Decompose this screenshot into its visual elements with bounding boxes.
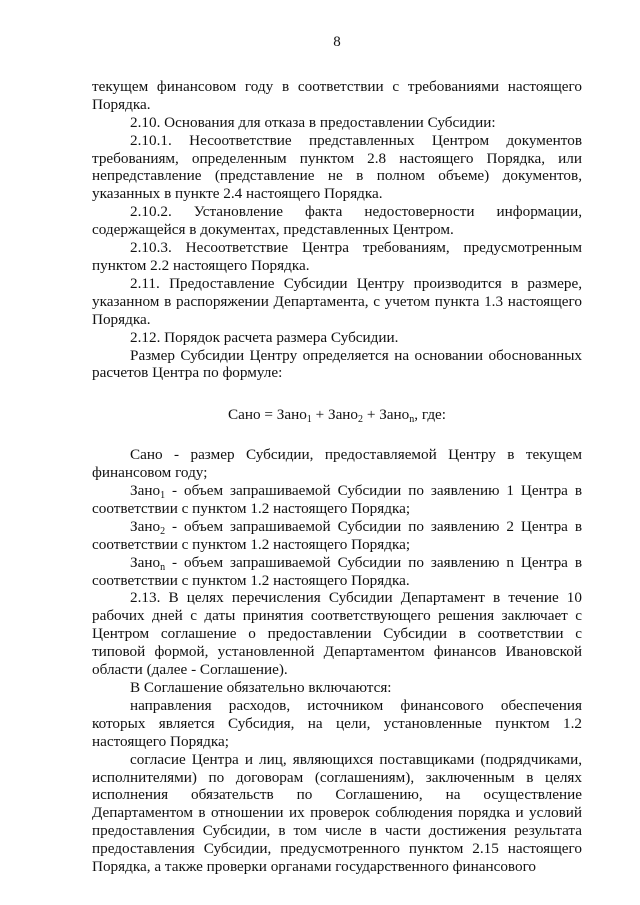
formula-tail: , где: <box>414 406 447 424</box>
definition <box>92 554 582 590</box>
formula-part: + Зано <box>311 406 359 424</box>
definition-term: Сано <box>130 446 163 464</box>
definition <box>92 446 582 482</box>
paragraph: текущем финансовом году в соответствии с требованиями настоящего Порядка. <box>92 77 582 113</box>
paragraph: 2.10.1. Несоответствие представленных Центром документов требованиям, определенным пунктом 2.8 настоящего Порядка, или непредставление (представление не в полном объеме) документов, указанных в пункте 2.4 настоящего Порядка. <box>92 131 582 203</box>
definition <box>92 518 582 554</box>
formula <box>92 406 582 424</box>
paragraph: согласие Центра и лиц, являющихся поставщиками (подрядчиками, исполнителями) по договорам (соглашениям), заключенным в целях исполнения обязательств по Соглашению, на осуществление Департаментом в отношении их проверок соблюдения порядка и условий предоставления Субсидии, в том числе в части достижения результата предоставления Субсидии, предусмотренного пунктом 2.15 настоящего Порядка, а также проверки органами государственного финансового <box>92 750 582 876</box>
definition-sub: n <box>160 561 166 573</box>
definition-term: Зано <box>130 482 161 500</box>
paragraph: 2.10. Основания для отказа в предоставлении Субсидии: <box>130 113 496 131</box>
formula-sub: 2 <box>358 414 364 426</box>
formula-part: + Зано <box>363 406 410 424</box>
paragraph: 2.12. Порядок расчета размера Субсидии. <box>130 328 399 346</box>
paragraph: 2.11. Предоставление Субсидии Центру производится в размере, указанном в распоряжении Департамента, с учетом пункта 1.3 настоящего Порядка. <box>92 274 582 328</box>
definition-sub: 2 <box>160 525 166 537</box>
formula-lhs: Сано = Зано <box>227 406 307 424</box>
paragraph: направления расходов, источником финансового обеспечения которых является Субсидия, на цели, установленные пунктом 1.2 настоящего Порядка; <box>92 696 582 750</box>
definition-term: Зано <box>130 517 161 535</box>
document-page <box>92 34 582 876</box>
definition-text: - объем запрашиваемой Субсидии по заявлению n Центра в соответствии с пунктом 1.2 настоящего Порядка. <box>92 553 582 589</box>
definition-sub: 1 <box>160 490 166 502</box>
definition-text: - объем запрашиваемой Субсидии по заявлению 1 Центра в соответствии с пунктом 1.2 настоящего Порядка; <box>92 482 582 517</box>
definition <box>92 482 582 518</box>
definition-text: - размер Субсидии, предоставляемой Центру в текущем финансовом году; <box>92 446 582 482</box>
formula-sub: n <box>409 414 415 426</box>
paragraph: 2.10.3. Несоответствие Центра требованиям, предусмотренным пунктом 2.2 настоящего Порядка. <box>92 239 582 274</box>
paragraph: Размер Субсидии Центру определяется на основании обоснованных расчетов Центра по формуле: <box>92 346 582 382</box>
page-number: 8 <box>333 34 341 50</box>
paragraph: В Соглашение обязательно включаются: <box>130 679 392 696</box>
formula-sub: 1 <box>306 414 312 426</box>
definition-term: Зано <box>130 553 161 571</box>
definition-text: - объем запрашиваемой Субсидии по заявлению 2 Центра в соответствии с пунктом 1.2 настоящего Порядка; <box>92 517 582 553</box>
paragraph: 2.10.2. Установление факта недостоверности информации, содержащейся в документах, представленных Центром. <box>92 203 582 239</box>
paragraph: 2.13. В целях перечисления Субсидии Департамент в течение 10 рабочих дней с даты принятия соответствующего решения заключает с Центром соглашение о предоставлении Субсидии в соответствии с типовой формой, установленной Департаментом финансов Ивановской области (далее - Соглашение). <box>92 589 582 679</box>
